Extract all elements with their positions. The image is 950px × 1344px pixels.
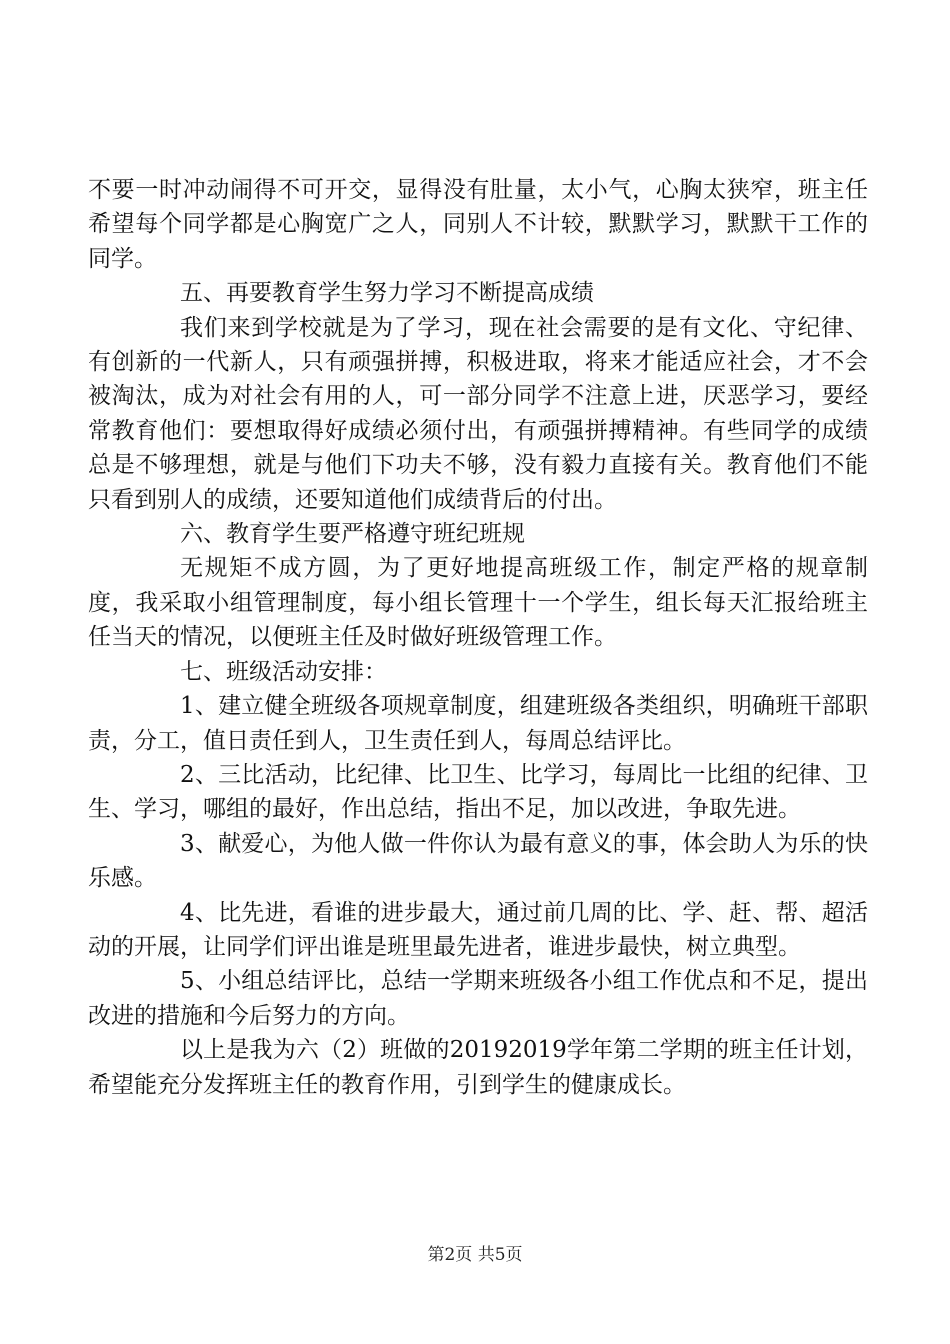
paragraph-rules: 无规矩不成方圆，为了更好地提高班级工作，制定严格的规章制度，我采取小组管理制度，每小组长管理十一个学生，组长每天汇报给班主任当天的情况，以便班主任及时做好班级管理工作。 — [88, 555, 868, 651]
list-item-5: 5、小组总结评比，总结一学期来班级各小组工作优点和不足，提出改进的措施和今后努力的方向。 — [88, 968, 868, 1029]
section-heading-5: 五、再要教育学生努力学习不断提高成绩 — [180, 280, 594, 307]
paragraph-continuation: 不要一时冲动闹得不可开交，显得没有肚量，太小气，心胸太狭窄，班主任希望每个同学都是心胸宽广之人，同别人不计较，默默学习，默默干工作的同学。 — [88, 177, 868, 272]
list-item-1: 1、建立健全班级各项规章制度，组建班级各类组织，明确班干部职责，分工，值日责任到人，卫生责任到人，每周总结评比。 — [88, 693, 868, 754]
paragraph-study: 我们来到学校就是为了学习，现在社会需要的是有文化、守纪律、有创新的一代新人，只有顽强拼搏，积极进取，将来才能适应社会，才不会被淘汰，成为对社会有用的人，可一部分同学不注意上进，厌恶学习，要经常教育他们：要想取得好成绩必须付出，有顽强拼搏精神。有些同学的成绩总是不够理想，就是与他们下功夫不够，没有毅力直接有关。教育他们不能只看到别人的成绩，还要知道他们成绩背后的付出。 — [88, 314, 868, 513]
section-heading-6: 六、教育学生要严格遵守班纪班规 — [180, 521, 525, 548]
page-footer: 第2页 共5页 — [427, 1245, 523, 1265]
list-item-3: 3、献爱心，为他人做一件你认为最有意义的事，体会助人为乐的快乐感。 — [88, 830, 868, 892]
document-body — [88, 173, 868, 1102]
section-heading-7: 七、班级活动安排： — [180, 658, 387, 685]
list-item-2: 2、三比活动，比纪律、比卫生、比学习，每周比一比组的纪律、卫生、学习，哪组的最好，作出总结，指出不足，加以改进，争取先进。 — [88, 761, 868, 823]
paragraph-conclusion: 以上是我为六（2）班做的20192019学年第二学期的班主任计划，希望能充分发挥班主任的教育作用，引到学生的健康成长。 — [88, 1037, 868, 1098]
list-item-4: 4、比先进，看谁的进步最大，通过前几周的比、学、赶、帮、超活动的开展，让同学们评出谁是班里最先进者，谁进步最快，树立典型。 — [88, 899, 868, 960]
